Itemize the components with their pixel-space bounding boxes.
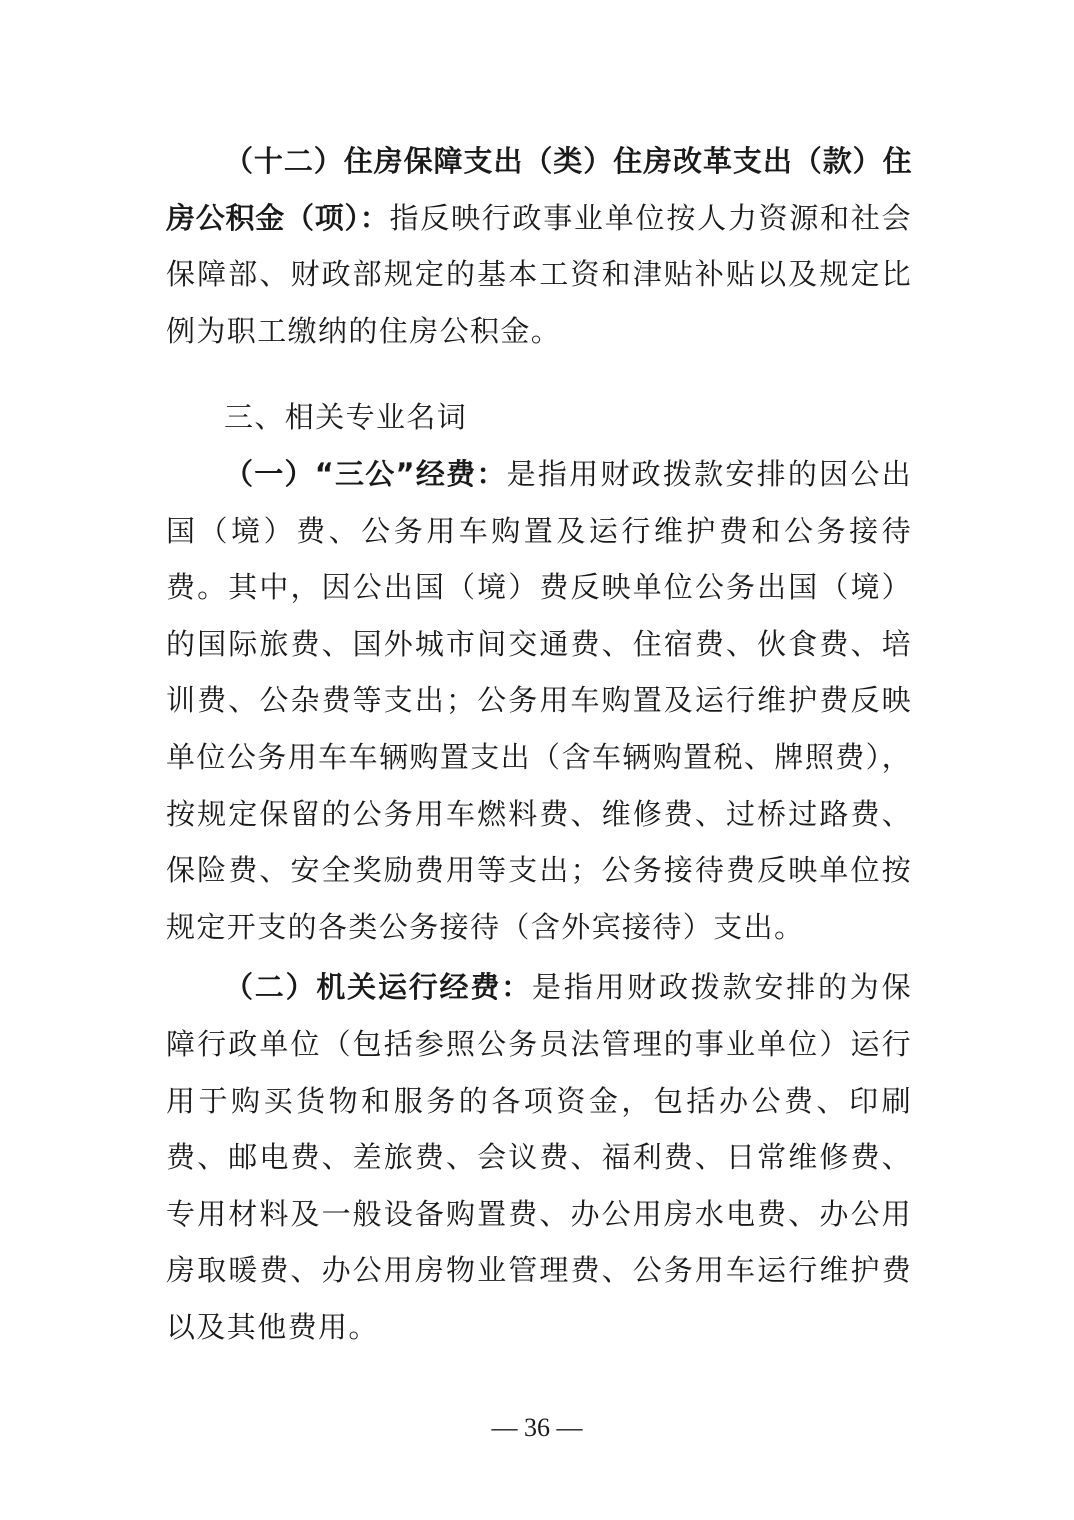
- item-12-label: （十二）住房保障支出（类）住房改革支出（款）住房公积金（项）：: [166, 144, 912, 235]
- item-12-body: 指反映行政事业单位按人力资源和社会保障部、财政部规定的基本工资和津贴补贴以及规定比例为职工缴纳的住房公积金。: [166, 200, 912, 348]
- term-2-body: 是指用财政拨款安排的为保障行政单位（包括参照公务员法管理的事业单位）运行用于购买货物和服务的各项资金，包括办公费、印刷费、邮电费、差旅费、会议费、福利费、日常维修费、专用材料及一般设备购置费、办公用房水电费、办公用房取暖费、办公用房物业管理费、公务用车运行维护费以及其他费用。: [166, 970, 912, 1344]
- paragraph-item-12: [166, 133, 912, 359]
- section-3-heading: 三、相关专业名词: [224, 400, 468, 435]
- term-1-body: 是指用财政拨款安排的因公出国（境）费、公务用车购置及运行维护费和公务接待费。其中，因公出国（境）费反映单位公务出国（境）的国际旅费、国外城市间交通费、住宿费、伙食费、培训费、公杂费等支出；公务用车购置及运行维护费反映单位公务用车车辆购置支出（含车辆购置税、牌照费），按规定保留的公务用车燃料费、维修费、过桥过路费、保险费、安全奖励费用等支出；公务接待费反映单位按规定开支的各类公务接待（含外宾接待）支出。: [166, 456, 912, 944]
- page-number: — 36 —: [491, 1413, 583, 1442]
- document-body: [166, 133, 912, 1355]
- paragraph-term-2: [166, 959, 912, 1355]
- term-1-label: （一）“三公”经费：: [224, 456, 507, 491]
- term-2-label: （二）机关运行经费：: [224, 970, 532, 1005]
- paragraph-term-1: [166, 446, 912, 955]
